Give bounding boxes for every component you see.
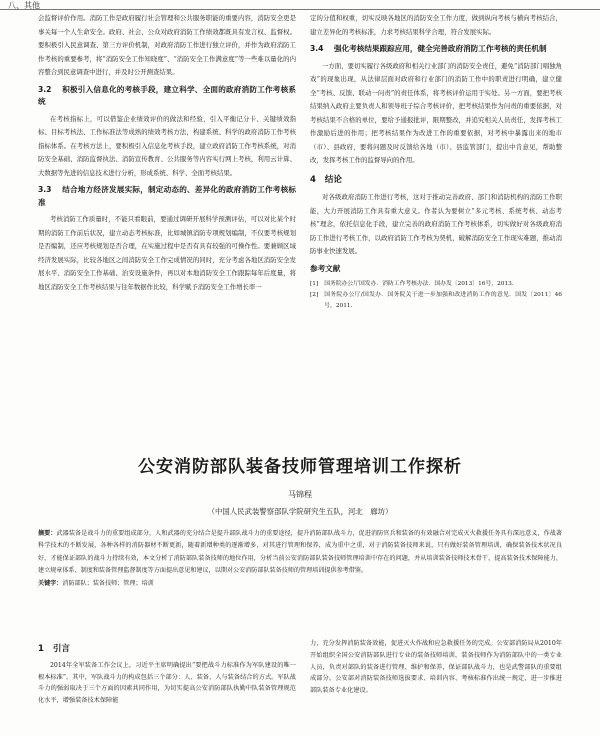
left-column-top <box>38 12 296 294</box>
section-title: 强化考核结果跟踪应用，健全完善政府消防工作考核的责任机制 <box>334 44 547 53</box>
section-number: 3.3 <box>38 185 52 194</box>
section-3-2-paragraph: 在考核指标上，可以借鉴企业绩效评价的做法和经验，引入平衡记分卡、关键绩效指标、目标考核法、工作标准法等成熟的绩效考核方法，构建系统、科学的政府消防工作考核指标体系。在考核方法上，要积极引入信息化考核手段，建立政府消防工作考核系统，对消防安全基础、消防监督执法、消防宣传教育、公共服务等内容实行网上考核，利用云计算、大数据等先进的信息技术进行分析，形成系统、科学、全面考核结果。 <box>38 114 296 177</box>
reference-text: 国务院办公厅国发办．消防工作考核办法．国办发〔2013〕16号，2013. <box>324 281 514 287</box>
abstract <box>38 528 562 577</box>
section-3-2-heading <box>38 84 296 109</box>
author-affiliation: （中国人民武装警察部队学院研究生五队，河北 廊坊） <box>207 507 393 516</box>
right-column-bottom <box>310 638 562 697</box>
section-title: 积极引入信息化的考核手段，建立科学、全面的政府消防工作考核系统 <box>38 84 296 106</box>
article-title: 公安消防部队装备技师管理培训工作探析 <box>138 457 462 477</box>
section-number: 3.2 <box>38 84 52 94</box>
reference-number: [1] <box>310 281 319 287</box>
article-author: 马锦程 <box>288 490 312 499</box>
section-number: 3.4 <box>310 44 324 53</box>
conclusion-paragraph: 对各级政府消防工作进行考核，这对于推动完善政府、部门和消防机构的消防工作职能，大力开展消防工作具有重大意义。作者认为要树立“多元考核、系统考核、动态考核”理念，依托信息化手段，建立完善的政府消防工作考核体系，切实做好对各级政府消防工作进行考核工作，以政府消防工作考核为契机，破解消防安全工作现实难题，推动消防事业快速发展。 <box>310 193 562 255</box>
abstract-text: 武器装备是战斗力的重要组成部分，人和武器的充分结合是提升部队战斗力的重要途径，提升消防部队战斗力，促进消防官兵和装备的有效融合对完成灭火救援任务具有深远意义，作战著科学技术的不断发展，各种各样的消防器材不断更新，随着新增种类的逐渐增多，对其进行管理和保养，成为重中之重，对于消防装备技师来说，只有做好装备管理培训，确保装备技术状况良好，才能保证部队的战斗力持续有效，本文分析了消防部队装备技师的地位作用，分析当前公安消防部队装备技师管理培训中存在的问题，并从培训装备技师技术骨干，提高装备技术保障能力，建立规章体系、制度和装备管理监督制度等方面提出意见和建议，以期对公安消防部队装备技师的管理培训提供参考借鉴。 <box>38 530 563 574</box>
references-list <box>310 279 562 312</box>
running-head: 八、其他 <box>8 1 40 10</box>
continued-paragraph: 定的分值和权重，切实反映各地区的消防安全工作力度，做到纵向考核与横向考核结合，建立差异化的考核标准，力求考核结果科学合理，符合发展实际。 <box>310 14 562 36</box>
section-3-3-paragraph: 考核消防工作质量时，不能只看眼前，要通过调研开展科学预测评估，可以对比某个时期的消防工作前后状况，建立动态考核标准，比如城镇消防专项规划编制，不仅要考核规划是否编制，还应考核规划是否合理，在实施过程中是否有具有较强的可操作性。要兼顾区域经济发展实际，比较各地区之间消防安全工作完成情况的同时，充分考虑各地区消防安全发展水平、消防安全工作基础、治安设施条件，再以对本地消防安全工作跟踪每年后度量，将地区消防安全工作考核结果与往年数据作比较，科学赋予消防安全工作增长率一 <box>38 215 296 291</box>
reference-number: [2] <box>310 292 319 298</box>
abstract-block <box>38 528 562 590</box>
section-number: 4 <box>310 174 316 185</box>
right-column-top <box>310 12 562 312</box>
continued-paragraph-bottom: 力，充分发挥消防装备效能，促进灭火作战和应急救援任务的完成。公安部消防局从2010年开始组织全国公安消防部队进行专业的装备技师培训，装备技师作为消防部队中的一类专业人员，负责对部队的装备进行管理、维护和保养，保证部队战斗力，也是武警部队的重要组成部分。公安部对消防装备技师选拔要求、培训内容、考核标准作出统一规定，进一步推进部队装备专业化建设。 <box>310 640 562 695</box>
section-title: 结合地方经济发展实际，制定动态的、差异化的政府消防工作考核标准 <box>38 185 296 207</box>
intro-section-paragraph: 2014年全军装备工作会议上，习近平主席明确提出“要把战斗力标准作为军队建设的唯一根本标准”。其中，军队战斗力的构成包括三个部分：人、装备、人与装备结合的方式。军队战斗力的强弱取决于三个方面的因素共同作用，为切实提高公安消防部队执勤中队装备管理规范化水平，增强装备技术保障能 <box>38 661 296 705</box>
section-title: 结论 <box>324 174 342 185</box>
section-number: 1 <box>38 644 44 654</box>
reference-item <box>310 279 562 290</box>
section-1-heading <box>38 644 296 656</box>
intro-paragraph: 会监督评价作用。消防工作是政府履行社会管理和公共服务职能的重要内容，消防安全更是事关每一个人生命安全。政府、社会、公众对政府消防工作绩效都既具有发言权、监督权。要积极引入民意调查、第三方评价机制，对政府消防工作进行独立评价，并作为政府消防工作考核的重要参考，将“消防安全工作知晓度”、“消防安全工作满意度”等一些难以量化的内容整合到民意调查中进行，并及时公开测查结果。 <box>38 14 296 76</box>
section-3-3-heading <box>38 184 296 209</box>
keywords-label: 关键字： <box>38 580 63 588</box>
keywords-text: 消防部队；装备技师；管理；培训 <box>62 580 154 588</box>
section-4-heading <box>310 174 562 188</box>
abstract-label: 摘要： <box>38 530 57 537</box>
header-rule <box>0 9 600 10</box>
reference-item <box>310 290 562 312</box>
left-column-bottom <box>38 642 296 707</box>
section-title: 引言 <box>52 644 70 654</box>
references-heading: 参考文献 <box>310 263 341 273</box>
section-3-4-paragraph: 一方面，要切实履行各级政府和相关行业部门的消防安全责任，避免“消防部门唱独角戏”的现象出现，从法律层面对政府和行业部门的消防工作中的职责进行明确，建立健全“考核、反馈、联动一问责”的责任体系，将考核评价运用于实处。另一方面，要把考核结果纳入政府主要负责人和领导班子综合考核评价，把考核结果作为问责的重要依据，对考核结果不合格的单位，要给予通报批评，限期整改，并追究相关人员责任，发挥考核工作激励后进的作用；把考核结果作为改进工作的重要依据，对考核中暴露出来的地市（市）、县政府，要将问题及时反馈给各地（市）、县监管部门，提出中肯意见，帮助整改，发挥考核工作的监督导向的作用。 <box>310 61 562 164</box>
keywords <box>38 578 562 590</box>
reference-text: 国务院办公厅/国发办．国务院关于进一步加强和改进消防工作的意见．国发〔2011〕46号，2011. <box>324 292 562 309</box>
section-3-4-heading <box>310 43 562 56</box>
